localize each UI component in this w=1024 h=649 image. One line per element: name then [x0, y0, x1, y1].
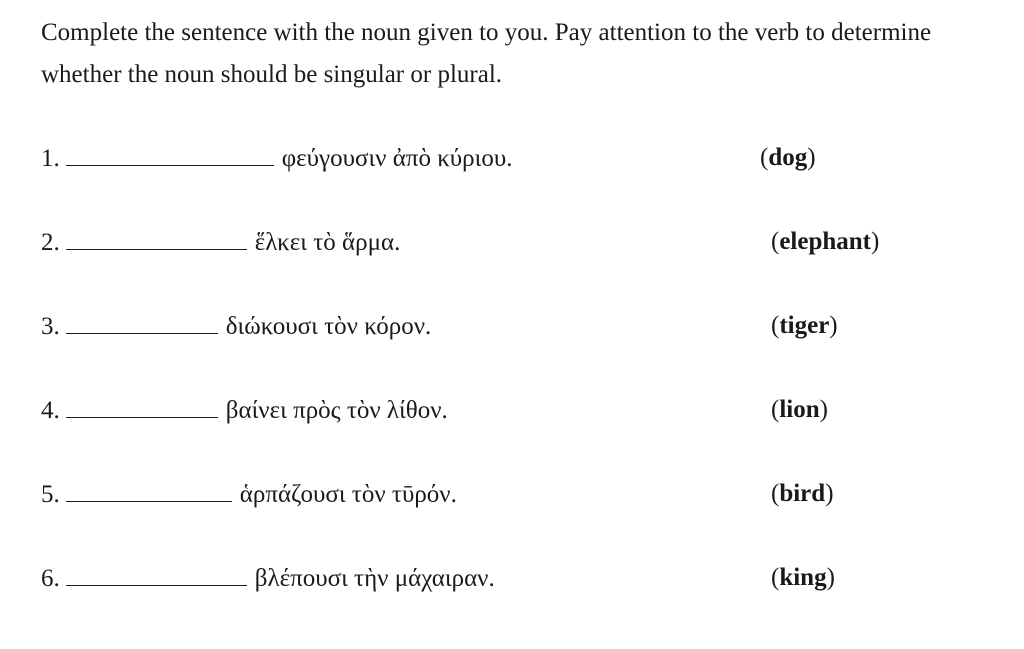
answer-blank[interactable] — [66, 306, 218, 334]
item-number: 6. — [41, 565, 60, 592]
noun-hint: (king) — [771, 564, 835, 591]
answer-blank[interactable] — [66, 390, 218, 418]
exercise-item-4 — [41, 390, 981, 430]
item-number: 4. — [41, 397, 60, 424]
answer-blank[interactable] — [66, 474, 232, 502]
greek-sentence: ἁρπάζουσι τὸν τῡρόν. — [239, 481, 457, 508]
noun-hint-word: bird — [779, 480, 826, 507]
exercise-item-5 — [41, 474, 981, 514]
noun-hint: (tiger) — [771, 312, 838, 339]
greek-sentence: διώκουσι τὸν κόρον. — [225, 313, 432, 340]
noun-hint-word: lion — [779, 396, 820, 423]
noun-hint: (dog) — [760, 144, 816, 171]
noun-hint: (elephant) — [771, 228, 880, 255]
item-number: 1. — [41, 145, 60, 172]
greek-sentence: βλέπουσι τὴν μάχαιραν. — [254, 565, 495, 592]
greek-sentence: ἕλκει τὸ ἅρμα. — [254, 229, 401, 256]
answer-blank[interactable] — [66, 138, 274, 166]
noun-hint-word: tiger — [779, 312, 830, 339]
answer-blank[interactable] — [66, 558, 247, 586]
noun-hint-word: dog — [768, 144, 808, 171]
exercise-item-1 — [41, 138, 981, 178]
noun-hint-word: elephant — [779, 228, 872, 255]
greek-sentence: βαίνει πρὸς τὸν λίθον. — [225, 397, 448, 424]
item-number: 2. — [41, 229, 60, 256]
exercise-item-3 — [41, 306, 981, 346]
item-number: 3. — [41, 313, 60, 340]
noun-hint: (lion) — [771, 396, 828, 423]
noun-hint: (bird) — [771, 480, 834, 507]
exercise-item-2 — [41, 222, 981, 262]
instructions-text: Complete the sentence with the noun given to you. Pay attention to the verb to determine whether the noun should be singular or plural. — [41, 19, 932, 88]
greek-sentence: φεύγουσιν ἀπὸ κύριου. — [281, 145, 513, 172]
answer-blank[interactable] — [66, 222, 247, 250]
exercise-item-6 — [41, 558, 981, 598]
noun-hint-word: king — [779, 564, 827, 591]
item-number: 5. — [41, 481, 60, 508]
